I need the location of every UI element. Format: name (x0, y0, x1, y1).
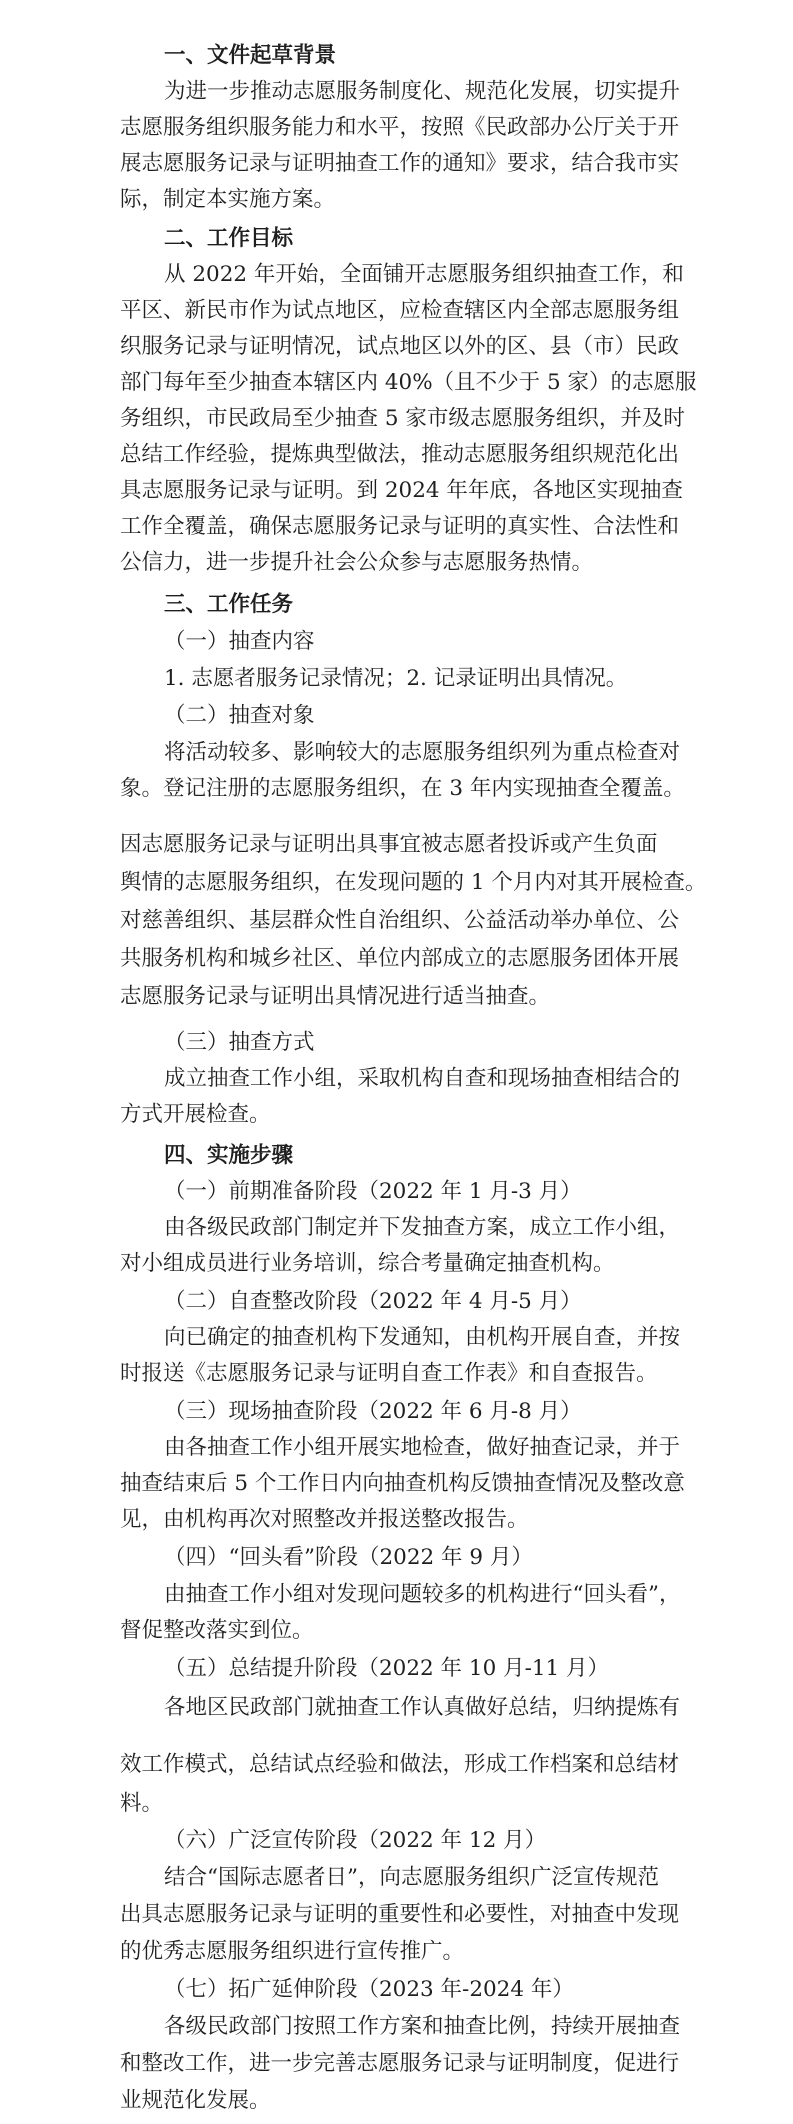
section-heading-goals: 二、工作目标 (164, 226, 294, 251)
paragraph-line: 效工作模式，总结试点经验和做法，形成工作档案和总结材 (120, 1752, 680, 1777)
paragraph-line: 见，由机构再次对照整改并报送整改报告。 (120, 1507, 529, 1532)
step-heading: （三）现场抽查阶段（2022 年 6 月-8 月） (164, 1399, 582, 1424)
paragraph-line: 具志愿服务记录与证明。到 2024 年年底，各地区实现抽查 (120, 478, 683, 503)
paragraph-line: 由抽查工作小组对发现问题较多的机构进行“回头看”， (164, 1582, 681, 1607)
paragraph-line: 际，制定本实施方案。 (120, 187, 336, 212)
paragraph-line: 抽查结束后 5 个工作日内向抽查机构反馈抽查情况及整改意 (120, 1471, 685, 1496)
paragraph-line: 时报送《志愿服务记录与证明自查工作表》和自查报告。 (120, 1361, 658, 1386)
paragraph-line: 象。登记注册的志愿服务组织，在 3 年内实现抽查全覆盖。 (120, 776, 685, 801)
paragraph-line: 展志愿服务记录与证明抽查工作的通知》要求，结合我市实 (120, 151, 680, 176)
paragraph-line: 工作全覆盖，确保志愿服务记录与证明的真实性、合法性和 (120, 514, 680, 539)
paragraph-line: 部门每年至少抽查本辖区内 40%（且不少于 5 家）的志愿服 (120, 370, 697, 395)
subsection-heading: （一）抽查内容 (164, 629, 315, 654)
paragraph-line: 志愿服务组织服务能力和水平，按照《民政部办公厅关于开 (120, 115, 680, 140)
step-heading: （二）自查整改阶段（2022 年 4 月-5 月） (164, 1289, 582, 1314)
paragraph-line: 的优秀志愿服务组织进行宣传推广。 (120, 1939, 465, 1964)
section-heading-tasks: 三、工作任务 (164, 592, 294, 617)
step-heading: （六）广泛宣传阶段（2022 年 12 月） (164, 1828, 547, 1853)
paragraph-line: 1. 志愿者服务记录情况；2. 记录证明出具情况。 (164, 666, 628, 691)
paragraph-line: 出具志愿服务记录与证明的重要性和必要性，对抽查中发现 (120, 1902, 680, 1927)
paragraph-line: 方式开展检查。 (120, 1102, 271, 1127)
step-heading: （七）拓广延伸阶段（2023 年-2024 年） (164, 1977, 574, 2002)
subsection-heading: （二）抽查对象 (164, 703, 315, 728)
subsection-heading: （三）抽查方式 (164, 1030, 315, 1055)
paragraph-line: 对慈善组织、基层群众性自治组织、公益活动举办单位、公 (120, 908, 680, 933)
section-heading-background: 一、文件起草背景 (164, 43, 337, 68)
paragraph-line: 务组织，市民政局至少抽查 5 家市级志愿服务组织，并及时 (120, 406, 685, 431)
step-heading: （四）“回头看”阶段（2022 年 9 月） (164, 1545, 533, 1570)
paragraph-line: 志愿服务记录与证明出具情况进行适当抽查。 (120, 984, 551, 1009)
paragraph-line: 从 2022 年开始，全面铺开志愿服务组织抽查工作，和 (164, 262, 684, 287)
paragraph-line: 和整改工作，进一步完善志愿服务记录与证明制度，促进行 (120, 2051, 680, 2076)
paragraph-line: 织服务记录与证明情况，试点地区以外的区、县（市）民政 (120, 334, 680, 359)
paragraph-line: 向已确定的抽查机构下发通知，由机构开展自查，并按 (164, 1325, 681, 1350)
paragraph-line: 各级民政部门按照工作方案和抽查比例，持续开展抽查 (164, 2014, 681, 2039)
paragraph-line: 由各级民政部门制定并下发抽查方案，成立工作小组， (164, 1215, 681, 1240)
step-heading: （一）前期准备阶段（2022 年 1 月-3 月） (164, 1179, 582, 1204)
paragraph-line: 督促整改落实到位。 (120, 1618, 314, 1643)
section-heading-steps: 四、实施步骤 (164, 1143, 294, 1168)
paragraph-line: 业规范化发展。 (120, 2088, 271, 2113)
paragraph-line: 总结工作经验，提炼典型做法，推动志愿服务组织规范化出 (120, 442, 680, 467)
paragraph-line: 舆情的志愿服务组织，在发现问题的 1 个月内对其开展检查。 (120, 870, 707, 895)
paragraph-line: 由各抽查工作小组开展实地检查，做好抽查记录，并于 (164, 1435, 681, 1460)
paragraph-line: 公信力，进一步提升社会公众参与志愿服务热情。 (120, 550, 594, 575)
paragraph-line: 成立抽查工作小组，采取机构自查和现场抽查相结合的 (164, 1066, 681, 1091)
paragraph-line: 为进一步推动志愿服务制度化、规范化发展，切实提升 (164, 79, 681, 104)
paragraph-line: 对小组成员进行业务培训，综合考量确定抽查机构。 (120, 1251, 615, 1276)
paragraph-line: 结合“国际志愿者日”，向志愿服务组织广泛宣传规范 (164, 1865, 659, 1890)
paragraph-line: 将活动较多、影响较大的志愿服务组织列为重点检查对 (164, 740, 681, 765)
paragraph-line: 各地区民政部门就抽查工作认真做好总结，归纳提炼有 (164, 1695, 681, 1720)
step-heading: （五）总结提升阶段（2022 年 10 月-11 月） (164, 1656, 610, 1681)
paragraph-line: 因志愿服务记录与证明出具事宜被志愿者投诉或产生负面 (120, 832, 658, 857)
paragraph-line: 平区、新民市作为试点地区，应检查辖区内全部志愿服务组 (120, 298, 680, 323)
paragraph-line: 料。 (120, 1791, 164, 1816)
paragraph-line: 共服务机构和城乡社区、单位内部成立的志愿服务团体开展 (120, 946, 680, 971)
